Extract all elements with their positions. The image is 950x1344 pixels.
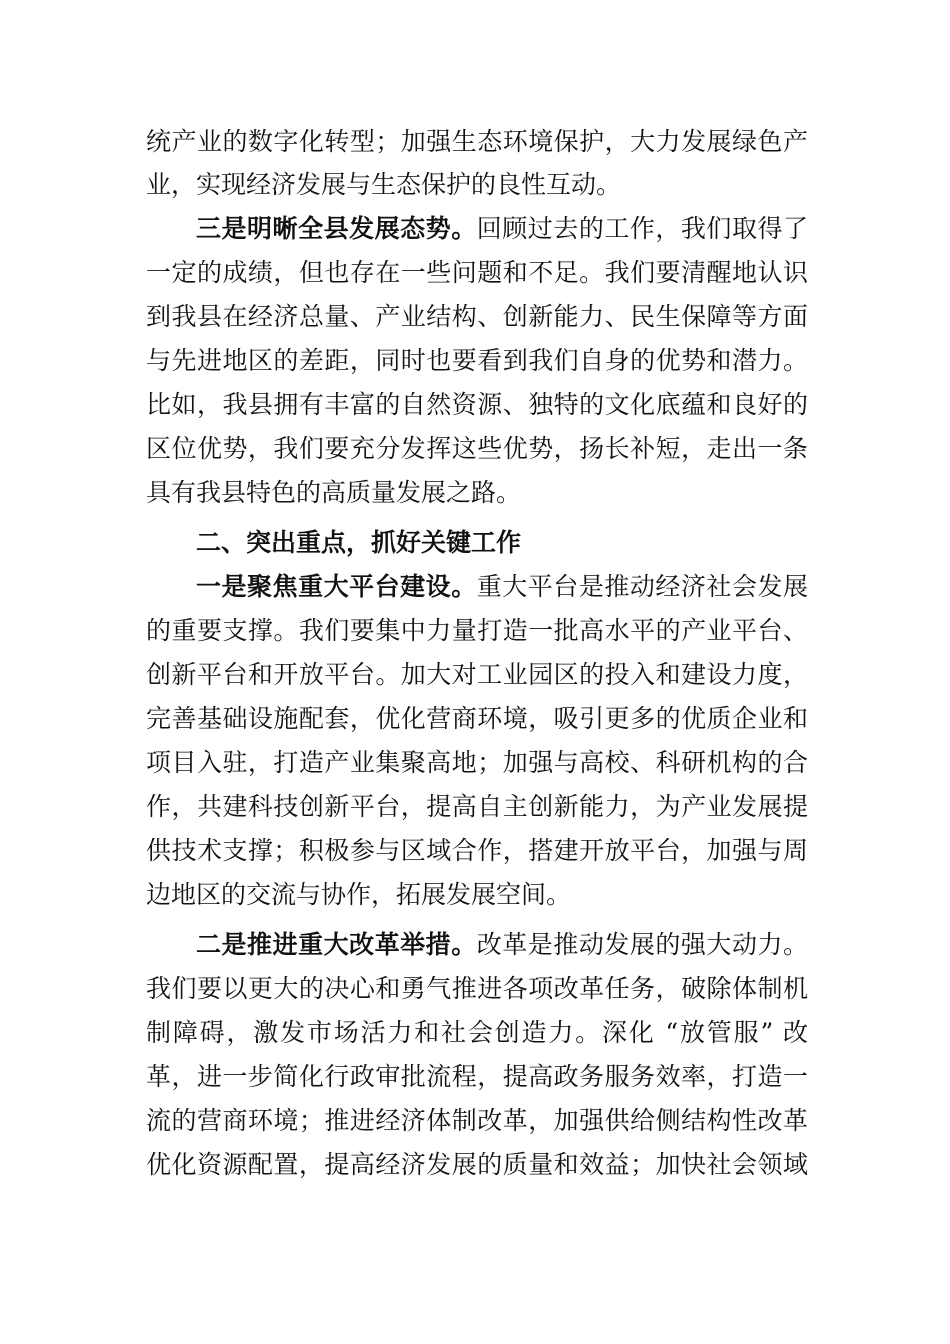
paragraph-line: 的重要支撑。我们要集中力量打造一批高水平的产业平台、 (146, 616, 808, 645)
paragraph-line: 边地区的交流与协作，拓展发展空间。 (146, 880, 572, 909)
paragraph-line: 制障碍，激发市场活力和社会创造力。深化 “放管服” 改 (146, 1018, 808, 1047)
paragraph-line: 优化资源配置，提高经济发展的质量和效益；加快社会领域 (146, 1150, 808, 1179)
paragraph-line: 一定的成绩，但也存在一些问题和不足。我们要清醒地认识 (146, 258, 808, 287)
paragraph-line: 到我县在经济总量、产业结构、创新能力、民生保障等方面 (146, 302, 808, 331)
section-heading: 二、突出重点，抓好关键工作 (196, 528, 522, 557)
paragraph-line: 革，进一步简化行政审批流程，提高政务服务效率，打造一 (146, 1062, 808, 1091)
paragraph-line: 业，实现经济发展与生态保护的良性互动。 (146, 170, 622, 199)
paragraph-line: 区位优势，我们要充分发挥这些优势，扬长补短，走出一条 (146, 434, 808, 463)
paragraph-line: 作，共建科技创新平台，提高自主创新能力，为产业发展提 (146, 792, 808, 821)
paragraph-line: 具有我县特色的高质量发展之路。 (146, 478, 522, 507)
paragraph-line: 供技术支撑；积极参与区域合作，搭建开放平台，加强与周 (146, 836, 808, 865)
paragraph-line: 一是聚焦重大平台建设。重大平台是推动经济社会发展 (196, 572, 808, 601)
paragraph-line: 项目入驻，打造产业集聚高地；加强与高校、科研机构的合 (146, 748, 808, 777)
paragraph-line: 二是推进重大改革举措。改革是推动发展的强大动力。 (196, 930, 808, 959)
paragraph-line: 流的营商环境；推进经济体制改革，加强供给侧结构性改革 (146, 1106, 808, 1135)
paragraph-lead: 二是推进重大改革举措。 (196, 930, 477, 959)
paragraph-line: 完善基础设施配套，优化营商环境，吸引更多的优质企业和 (146, 704, 808, 733)
paragraph-lead: 三是明晰全县发展态势。 (196, 214, 477, 243)
paragraph-lead: 一是聚焦重大平台建设。 (196, 572, 477, 601)
paragraph-line: 我们要以更大的决心和勇气推进各项改革任务，破除体制机 (146, 974, 808, 1003)
paragraph-line: 统产业的数字化转型；加强生态环境保护，大力发展绿色产 (146, 127, 808, 156)
paragraph-line: 创新平台和开放平台。加大对工业园区的投入和建设力度， (146, 660, 808, 689)
paragraph-line: 与先进地区的差距，同时也要看到我们自身的优势和潜力。 (146, 346, 808, 375)
paragraph-line: 三是明晰全县发展态势。回顾过去的工作，我们取得了 (196, 214, 808, 243)
paragraph-line: 比如，我县拥有丰富的自然资源、独特的文化底蕴和良好的 (146, 390, 808, 419)
